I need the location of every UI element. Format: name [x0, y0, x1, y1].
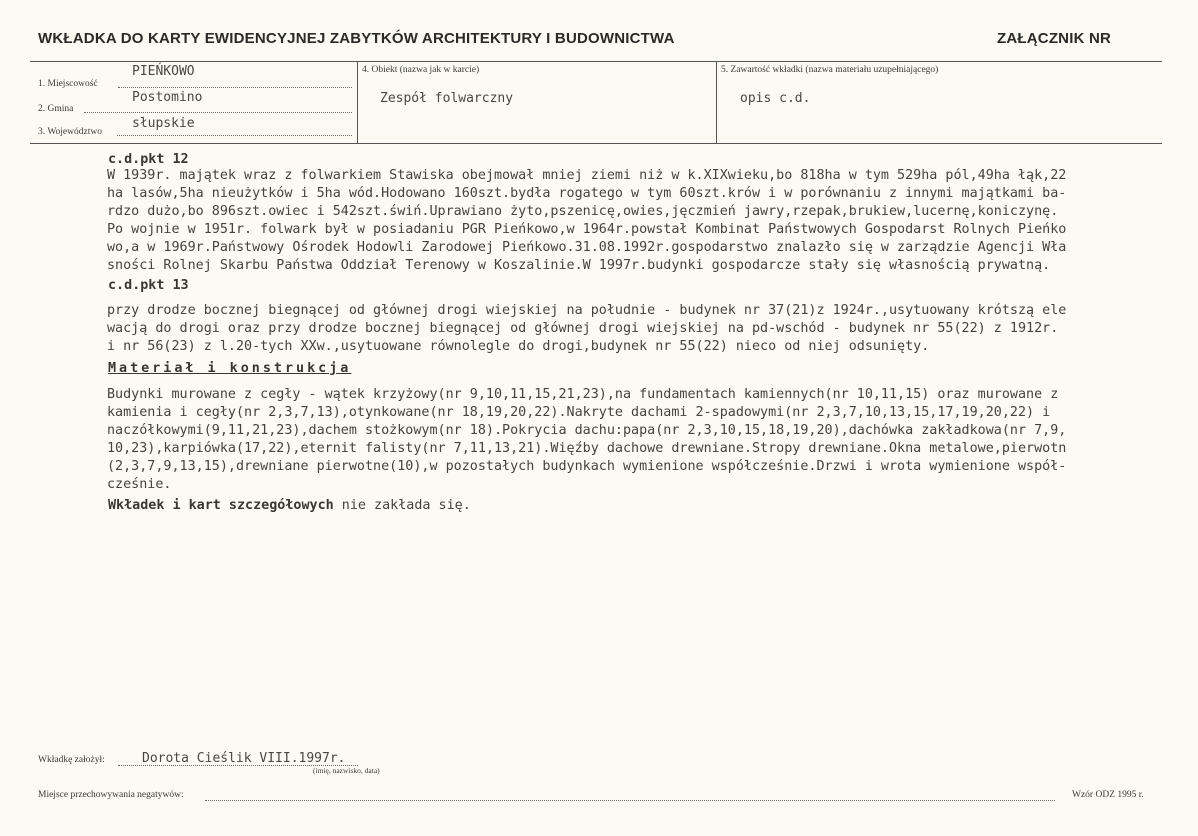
bottom-rule	[30, 143, 1162, 144]
zalozyl-value: Dorota Cieślik VIII.1997r.	[142, 751, 346, 766]
text-line: Po wojnie w 1951r. folwark był w posiadaniu PGR Pieńkowo,w 1964r.powstał Kombinat Państwowych Gospodarst Rolnych Pieńko	[107, 222, 1067, 237]
text-line: (2,3,7,9,13,15),drewniane pierwotne(10),w pozostałych budynkach wymienione współcześnie.Drzwi i wrota wymienione współ-	[107, 459, 1067, 474]
obiekt-value: Zespół folwarczny	[380, 91, 514, 106]
top-rule	[30, 61, 1162, 62]
divider-left	[357, 61, 358, 143]
template-version: Wzór ODZ 1995 r.	[1072, 790, 1144, 800]
text-line: wo,a w 1969r.Państwowy Ośrodek Hodowli Zarodowej Pieńkowo.31.08.1992r.gospodarstwo znalazło się w zarządzie Agencji Wła	[107, 240, 1067, 255]
wkladki-label: Wkładek i kart szczegółowych	[108, 498, 334, 513]
section13-text	[107, 302, 1066, 356]
wkladki-row	[108, 497, 471, 515]
section13-heading: c.d.pkt 13	[108, 278, 189, 293]
text-line: cześnie.	[107, 477, 172, 492]
divider-right	[716, 61, 717, 143]
annex-label: ZAŁĄCZNIK NR	[997, 30, 1112, 47]
zawartosc-label: 5. Zawartość wkładki (nazwa materiału uzupełniającego)	[721, 65, 939, 75]
section12-heading: c.d.pkt 12	[108, 152, 189, 167]
text-line: naczółkowymi(9,11,21,23),dachem stożkowym(nr 18).Pokrycia dachu:papa(nr 2,3,10,15,18,19,20),dachówka zakładkowa(nr 7,9,	[107, 423, 1067, 438]
text-line: kamienia i cegły(nr 2,3,7,13),otynkowane(nr 18,19,20,22).Nakryte dachami 2-spadowymi(nr 2,3,7,10,13,15,17,19,20,22) i	[107, 405, 1051, 420]
wojewodztwo-line	[117, 135, 352, 136]
zawartosc-value: opis c.d.	[740, 91, 811, 106]
text-line: 10,23),karpiówka(17,22),eternit falisty(nr 7,11,13,21).Więźby dachowe drewniane.Stropy drewniane.Okna metalowe,pierwotn	[107, 441, 1067, 456]
gmina-line	[84, 112, 352, 113]
section12-text	[107, 167, 1066, 275]
text-line: Budynki murowane z cegły - wątek krzyżowy(nr 9,10,11,15,21,23),na fundamentach kamiennych(nr 10,11,15) oraz murowane z	[107, 387, 1059, 402]
gmina-value: Postomino	[132, 90, 203, 105]
zalozyl-hint: (imię, nazwisko, data)	[313, 766, 380, 775]
text-line: przy drodze bocznej biegnącej od głównej drogi wiejskiej na południe - budynek nr 37(21)z 1924r.,usytuowany krótszą ele	[107, 303, 1067, 318]
miejscowosc-line	[118, 87, 352, 88]
material-heading: Materiał i konstrukcja	[108, 361, 352, 376]
wojewodztwo-label: 3. Województwo	[38, 127, 102, 137]
gmina-label: 2. Gmina	[38, 104, 74, 114]
form-title: WKŁADKA DO KARTY EWIDENCYJNEJ ZABYTKÓW ARCHITEKTURY I BUDOWNICTWA	[38, 30, 675, 47]
miejscowosc-label: 1. Miejscowość	[38, 79, 98, 89]
obiekt-label: 4. Obiekt (nazwa jak w karcie)	[362, 65, 480, 75]
miejscowosc-value: PIEŃKOWO	[132, 64, 195, 79]
wkladki-value: nie zakłada się.	[341, 498, 471, 513]
text-line: ha lasów,5ha nieużytków i 5ha wód.Hodowano 160szt.bydła rogatego w tym 60szt.krów i w porównaniu z innymi majątkami ba-	[107, 186, 1067, 201]
text-line: sności Rolnej Skarbu Państwa Oddział Terenowy w Koszalinie.W 1997r.budynki gospodarcze stały się własnością prywatną.	[107, 258, 1051, 273]
text-line: W 1939r. majątek wraz z folwarkiem Stawiska obejmował mniej ziemi niż w k.XIXwieku,bo 818ha w tym 529ha pól,49ha łąk,22	[107, 168, 1067, 183]
text-line: wacją do drogi oraz przy drodze bocznej biegnącej od głównej drogi wiejskiej na pd-wschód - budynek nr 55(22) z 1912r.	[107, 321, 1059, 336]
negatywy-label: Miejsce przechowywania negatywów:	[38, 790, 184, 800]
zalozyl-label: Wkładkę założył:	[38, 755, 105, 765]
text-line: rdzo dużo,bo 896szt.owiec i 542szt.świń.Uprawiano żyto,pszenicę,owies,jęczmień jawry,rzepak,brukiew,lucernę,koniczynę.	[107, 204, 1059, 219]
text-line: i nr 56(23) z l.20-tych XXw.,usytuowane równolegle do drogi,budynek nr 55(22) nieco od niej odsunięty.	[107, 339, 930, 354]
negatywy-line	[205, 800, 1055, 801]
material-text	[107, 386, 1066, 494]
wojewodztwo-value: słupskie	[132, 116, 195, 131]
